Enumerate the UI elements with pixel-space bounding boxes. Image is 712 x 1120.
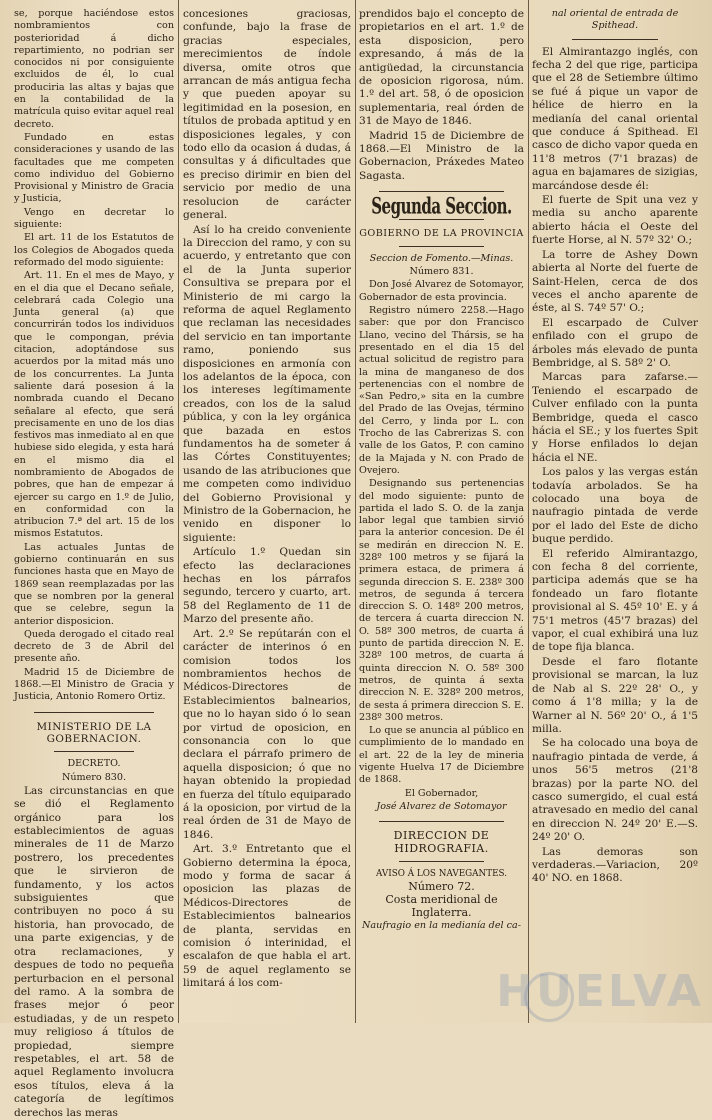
signature-name: José Alvarez de Sotomayor (376, 800, 507, 812)
paragraph: Fundado en estas consideraciones y usando de las facultades que me competen como individuo del Gobierno Provisional y Ministro de Gracia y Justicia, (14, 131, 174, 205)
notice-subject: Costa meridional de Inglaterra. (385, 893, 498, 919)
column-3 (359, 8, 524, 1015)
decree-number: Número 830. (61, 771, 127, 783)
paragraph: se, porque haciéndose estos nombramientos con posterioridad á dicho repartimiento, no podrian ser conocidos ni por consiguiente excluidos de él, lo cual produciria las altas y bajas que en la contabilidad de la matrícula quiso evitar aquel real decreto. (14, 8, 174, 130)
separator-rule (379, 821, 504, 822)
paragraph: Las demoras son verdaderas.—Variacion, 20º 40' NO. en 1868. (532, 845, 698, 885)
column-4 (532, 8, 698, 1015)
paragraph: Queda derogado el citado real decreto de 3 de Abril del presente año. (14, 628, 174, 665)
paragraph: La torre de Ashey Down abierta al Norte del fuerte de Saint-Helen, cerca de dos veces el ancho aparente de éste, al S. 74º 57' O.; (532, 248, 698, 315)
signature-line: Madrid 15 de Diciembre de 1868.—El Ministro de Gracia y Justicia, Antonio Romero Ortiz. (14, 666, 174, 703)
column-rule (178, 0, 179, 1023)
separator-rule (54, 751, 134, 752)
section-heading: GOBIERNO DE LA PROVINCIA (359, 227, 524, 239)
decree-label: DECRETO. (67, 758, 121, 770)
column-rule (528, 0, 529, 1023)
subsection-heading: Seccion de Fomento.—Minas. (369, 252, 514, 264)
notice-number: Número 831. (409, 266, 474, 278)
library-watermark: HUELVA (496, 966, 704, 1017)
paragraph: Art. 11. En el mes de Mayo, y en el dia que el Decano señale, celebrará cada Colegio una Junta general (a) que concurrirán todos los individuos que le compongan, prévia citacion, adoptándose sus acuerdos por la mitad más uno de los concurrentes. La Junta saliente dará posesion á la nombrada cuando el Decano señalare al efecto, que será precisamente en uno de los dias festivos mas inmediato al en que hubiese sido elegida, y esta hará en el mismo dia el nombramiento de Abogados de pobres, que han de empezar á ejercer su cargo en 1.º de Julio, en conformidad con la atribucion 7.ª del art. 15 de los mismos Estatutos. (14, 270, 174, 540)
paragraph: El Almirantazgo inglés, con fecha 2 del que rige, participa que el 28 de Setiembre último se fué á pique un vapor de hélice de hierro en la medianía del canal oriental que conduce á Spithead. El casco de dicho vapor queda en 11'8 metros (7'1 brazas) de agua en bajamares de sizigias, marcándose desde él: (532, 45, 698, 192)
separator-rule (399, 861, 484, 862)
column-rule (355, 0, 356, 1023)
paragraph: concesiones graciosas, confunde, bajo la frase de gracias especiales, merecimientos de índole diversa, omite otros que arrancan de más antigua fecha y que pueden apoyar su legitimidad en la posesion, en títulos de probada aptitud y en disposiciones legales, y con todo ello da ocasion á dudas, á consultas y á dificultades que es preciso dirimir en bien del servicio por medio de una resolucion de carácter general. (183, 8, 351, 222)
paragraph: El fuerte de Spit una vez y media su ancho aparente abierto hácia el Oeste del fuerte Horse, al N. 57º 32' O.; (532, 194, 698, 247)
column-1 (14, 8, 174, 1119)
paragraph: Registro número 2258.—Hago saber: que por don Francisco Llano, vecino del Thársis, se ha presentado en el dia 15 del actual solicitud de registro para la mina de manganeso de dos pertenencias con el nombre de «San Pedro,» sita en la cumbre del Prado de las Ovejas, término del Cerro, y linda por L. con Trocho de las Cabrerizas S. con valle de los Gatos, P. con camino de la Majada y N. con Prado de Ovejero. (359, 305, 524, 476)
paragraph: El referido Almirantazgo, con fecha 8 del corriente, participa además que se ha fondeado un faro flotante provisional al S. 45º 10' E. y á 75'1 metros (45'7 brazas) del vapor, el cual exhibirá una luz de tope fija blanca. (532, 547, 698, 654)
paragraph: Así lo ha creido conveniente la Direccion del ramo, y con su acuerdo, y entretanto que con el de la Junta superior Consultiva se prepara por el Ministerio de mi cargo la reforma de aquel Reglamento que reclaman las necesidades del servicio en tan importante ramo, poniendo sus disposiciones en armonía con los adelantos de la época, con los intereses legítimamente creados, con los de la salud pública, y con la ley orgánica que bazada en estos fundamentos ha de someter á las Córtes Constituyentes; usando de las atribuciones que me competen como individuo del Gobierno Provisional y Ministro de la Gobernacion, he venido en disponer lo siguiente: (183, 223, 351, 544)
signature-line: Madrid 15 de Diciembre de 1868.—El Ministro de la Gobernacion, Práxedes Mateo Sagasta. (359, 129, 524, 182)
notice-subtitle: Naufragio en la medianía del ca- (362, 920, 521, 932)
paragraph: Vengo en decretar lo siguiente: (14, 206, 174, 231)
signature-title: El Gobernador, (404, 787, 479, 799)
separator-rule (399, 246, 484, 247)
article-1: Artículo 1.º Quedan sin efecto las declaraciones hechas en los párrafos segundo, tercero y cuarto, art. 58 del Reglamento de 11 de Marzo del presente año. (183, 546, 351, 626)
paragraph: El escarpado de Culver enfilado con el grupo de árboles más elevado de punta Bembridge, al S. 58º 2' O. (532, 316, 698, 369)
notice-heading: AVISO Á LOS NAVEGANTES. (375, 868, 508, 879)
paragraph: Se ha colocado una boya de naufragio pintada de verde, á unos 56'5 metros (21'8 brazas) por la parte NO. del casco sumergido, el cual está atravesado en medio del canal en direccion N. 24º 20' E.—S. 24º 20' O. (532, 737, 698, 844)
paragraph: Designando sus pertenencias del modo siguiente: punto de partida el lado S. O. de la zanja labor legal que tambien sirvió para la anterior concesion. De él se medirán en direccion N. E. 328º 100 metros y se fijará la primera estaca, de primera á segunda direccion S. E. 238º 300 metros, de segunda á tercera direccion S. O. 148º 200 metros, de tercera á cuarta direccion N. O. 58º 300 metros, de cuarta á punto de partida direccion N. E. 328º 100 metros, de cuarta á quinta direccion N. O. 58º 300 metros, de quinta á sexta direccion N. E. 328º 200 metros, de sesta á primera direccion S. E. 238º 300 metros. (359, 478, 524, 723)
section-heading: DIRECCION DE HIDROGRAFIA. (393, 829, 490, 855)
paragraph: Los palos y las vergas están todavía arbolados. Se ha colocado una boya de naufragio pintada de verde por el lado del Este de dicho buque perdido. (532, 466, 698, 546)
section-title: Segunda Seccion. (371, 192, 512, 220)
paragraph: Don José Alvarez de Sotomayor, Gobernador de esta provincia. (359, 279, 524, 303)
notice-subtitle-continued: nal oriental de entrada de Spithead. (551, 8, 679, 32)
column-2 (183, 8, 351, 1015)
paragraph: Lo que se anuncia al público en cumplimiento de lo mandado en el art. 22 de la ley de mineria vigente Huelva 17 de Diciembre de 1868. (359, 725, 524, 786)
separator-rule (572, 39, 658, 40)
article-3: Art. 3.º Entretanto que el Gobierno determina la época, modo y forma de sacar á oposicion las plazas de Médicos-Directores de Establecimientos balnearios de planta, servidas en comision ó interinidad, el escalafon de que habla el art. 59 de aquel reglamento se limitará á los com- (183, 843, 351, 990)
paragraph: Las actuales Juntas de gobierno continuarán en sus funciones hasta que en Mayo de 1869 sean reemplazadas por las que se nombren por la general que se celebre, segun la anterior disposicion. (14, 541, 174, 627)
paragraph: prendidos bajo el concepto de propietarios en el art. 1.º de esta disposicion, pero expresando, á más de la antigüedad, la circunstancia de oposicion rigorosa, núm. 1.º del art. 58, ó de oposicion suplementaria, real órden de 31 de Mayo de 1846. (359, 8, 524, 128)
section-heading: MINISTERIO DE LA GOBERNACION. (36, 720, 152, 745)
paragraph: El art. 11 de los Estatutos de los Colegios de Abogados queda reformado del modo siguiente: (14, 232, 174, 268)
paragraph: Las circunstancias en que se dió el Reglamento orgánico para los establecimientos de aguas minerales de 11 de Marzo postrero, los precedentes que le sirvieron de fundamento, y los actos subsiguientes que contribuyen no poco á su historia, han provocado, de una parte exigencias, y de otra reclamaciones, y despues de todo no pequeña perturbacion en el personal del ramo. A la sombra de frases mejor ó peor estudiadas, y de un respeto muy religioso á títulos de propiedad, siempre respetables, el art. 58 de aquel Reglamento involucra esos títulos, eleva á la categoría de legítimos derechos las meras (14, 784, 174, 1119)
paragraph: Marcas para zafarse.—Teniendo el escarpado de Culver enfilado con la punta Bembridge, queda el casco hácia el SE.; y los fuertes Spit y Horse enfilados lo dejan hácia el NE. (532, 371, 698, 464)
paragraph: Desde el faro flotante provisional se marcan, la luz de Nab al S. 22º 28' O., y como á 1'8 milla; y la de Warner al N. 56º 20' O., á 1'5 milla. (532, 655, 698, 735)
notice-number: Número 72. (408, 880, 475, 894)
article-2: Art. 2.º Se repútarán con el carácter de interinos ó en comision todos los nombramientos hechos de Médicos-Directores de Establecimientos balnearios, que no lo hayan sido ó lo sean por virtud de oposicion, en consonancia con lo que declara el párrafo primero de aquella disposicion; ó que no hayan obtenido la propiedad en fuerza del título equiparado á la oposicion, por virtud de la real órden de 31 de Mayo de 1846. (183, 627, 351, 841)
separator-rule (34, 712, 154, 713)
